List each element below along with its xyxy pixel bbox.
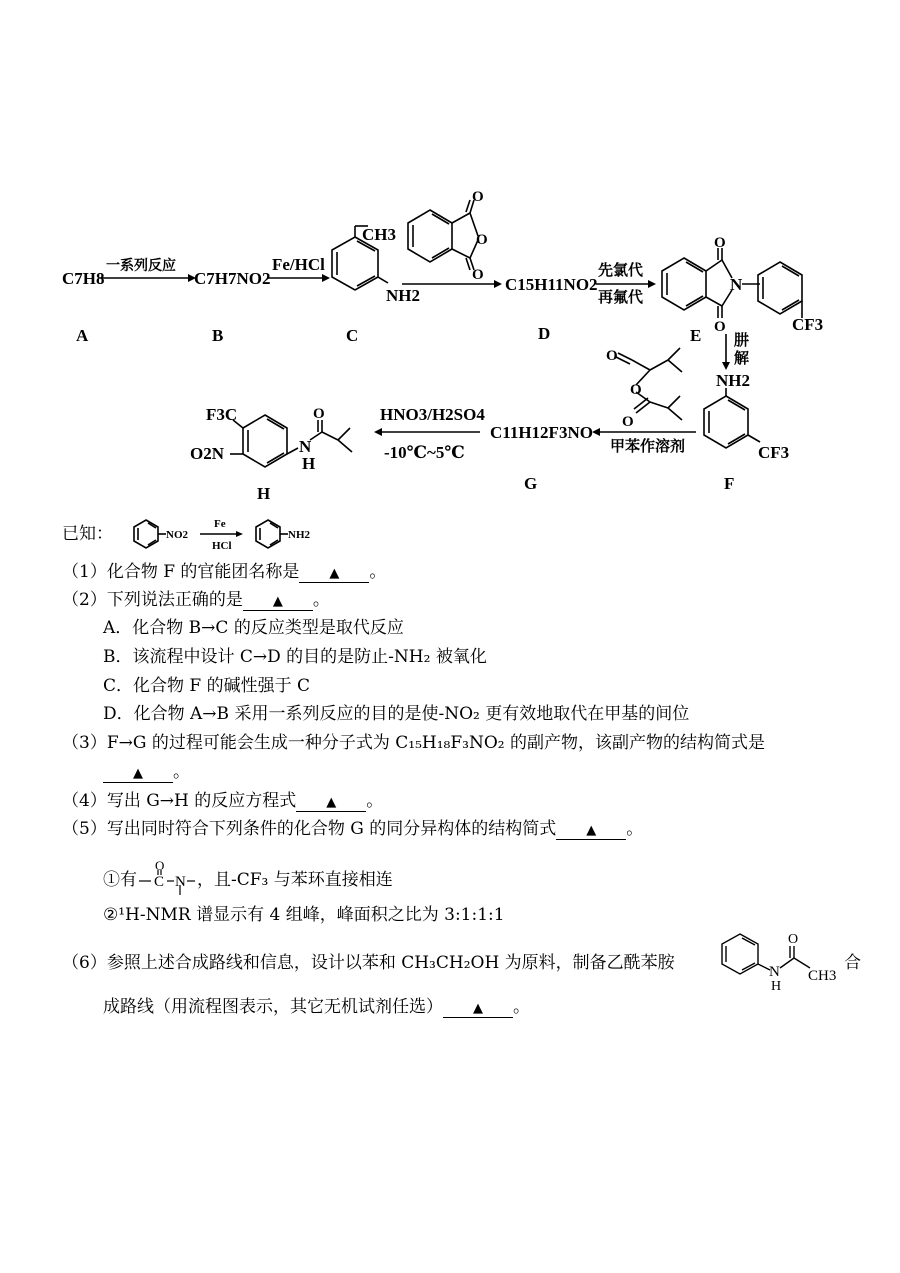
compound-h-label: H bbox=[257, 484, 271, 503]
triangle-marker: ▲ bbox=[272, 594, 283, 609]
compound-d-formula: C15H11NO2 bbox=[505, 275, 598, 294]
step-f-g-label: 甲苯作溶剂 bbox=[610, 439, 686, 455]
question-5 bbox=[62, 819, 643, 840]
step-g-h-label-2: -10℃~5℃ bbox=[384, 443, 465, 462]
compound-c-label: C bbox=[346, 326, 359, 345]
compound-e-cf3: CF3 bbox=[792, 315, 824, 334]
amide-fragment-o: O bbox=[155, 861, 165, 873]
triangle-marker: ▲ bbox=[586, 823, 597, 838]
answer-blank-6[interactable] bbox=[443, 999, 513, 1018]
option-d: D．化合物 A→B 采用一系列反应的目的是使-NO₂ 更有效地取代在甲基的间位 bbox=[103, 704, 690, 724]
question-4 bbox=[62, 791, 383, 812]
synthesis-scheme bbox=[0, 0, 900, 560]
question-4-text: （4）写出 G→H 的反应方程式 bbox=[62, 791, 297, 811]
answer-blank-3[interactable] bbox=[103, 764, 173, 783]
compound-f-cf3: CF3 bbox=[758, 443, 790, 462]
question-2-end: 。 bbox=[312, 590, 330, 610]
option-b: B．该流程中设计 C→D 的目的是防止-NH₂ 被氧化 bbox=[103, 647, 487, 667]
question-6-tail: 合 bbox=[844, 953, 861, 973]
compound-e-n: N bbox=[730, 275, 743, 294]
condition-1 bbox=[103, 861, 393, 897]
arrowhead-c-d bbox=[494, 280, 502, 288]
question-1-text: （1）化合物 F 的官能团名称是 bbox=[62, 562, 300, 582]
question-5-end: 。 bbox=[626, 819, 644, 839]
question-4-end: 。 bbox=[366, 791, 384, 811]
known-prefix: 已知： bbox=[62, 524, 113, 544]
acetanilide-h: H bbox=[771, 979, 782, 992]
question-1 bbox=[62, 562, 386, 583]
condition-1-post: ，且-CF₃ 与苯环直接相连 bbox=[197, 870, 393, 890]
question-2-text: （2）下列说法正确的是 bbox=[62, 590, 243, 610]
condition-2: ②¹H-NMR 谱显示有 4 组峰，峰面积之比为 3:1:1:1 bbox=[103, 905, 505, 925]
compound-b-formula: C7H7NO2 bbox=[194, 269, 271, 288]
question-6-line2-text: 成路线（用流程图表示，其它无机试剂任选） bbox=[103, 997, 443, 1017]
question-6: （6）参照上述合成路线和信息，设计以苯和 CH₃CH₂OH 为原料，制备乙酰苯胺 bbox=[62, 953, 675, 973]
arrowhead-e-f bbox=[722, 362, 730, 370]
benzene-ring-f bbox=[704, 396, 748, 448]
answer-blank-1[interactable] bbox=[299, 564, 369, 583]
compound-h-f3c: F3C bbox=[206, 405, 238, 424]
arrowhead-d-e bbox=[648, 280, 656, 288]
compound-g-formula: C11H12F3NO bbox=[490, 423, 593, 442]
condition-1-pre: ①有 bbox=[103, 870, 137, 890]
anhydride2-o-top: O bbox=[606, 348, 618, 364]
step-e-f-label-2: 解 bbox=[734, 351, 750, 367]
compound-f-nh2: NH2 bbox=[716, 371, 750, 390]
acetanilide-o: O bbox=[788, 932, 799, 947]
svg-text:C: C bbox=[154, 874, 165, 890]
anhydride-o-bottom: O bbox=[472, 267, 484, 283]
known-nh2: NH2 bbox=[288, 529, 310, 541]
step-d-e-label-2: 再氟代 bbox=[598, 290, 644, 306]
benzene-ring-e2 bbox=[758, 262, 802, 314]
compound-e-o-bottom: O bbox=[714, 319, 726, 335]
benzene-ring-e1 bbox=[662, 258, 706, 310]
answer-blank-2[interactable] bbox=[243, 592, 313, 611]
question-1-end: 。 bbox=[369, 562, 387, 582]
arrowhead-f-g bbox=[592, 428, 600, 436]
question-3: （3）F→G 的过程可能会生成一种分子式为 C₁₅H₁₈F₃NO₂ 的副产物，该副产物的结构简式是 bbox=[62, 733, 765, 753]
compound-a-label: A bbox=[76, 326, 89, 345]
question-3-end: 。 bbox=[173, 762, 190, 782]
anhydride-o-ring: O bbox=[476, 232, 488, 248]
question-6-end: 。 bbox=[513, 997, 530, 1017]
triangle-marker: ▲ bbox=[329, 566, 340, 581]
compound-h-o2n: O2N bbox=[190, 444, 224, 463]
step-e-f-label-1: 肼 bbox=[734, 333, 750, 349]
compound-h-n: N bbox=[299, 437, 312, 456]
compound-h-o: O bbox=[313, 406, 325, 422]
compound-b-label: B bbox=[212, 326, 224, 345]
benzene-ring-c bbox=[332, 237, 378, 290]
option-c: C．化合物 F 的碱性强于 C bbox=[103, 676, 311, 696]
acetanilide-n: N bbox=[769, 964, 780, 980]
compound-g-label: G bbox=[524, 474, 538, 493]
arrowhead-b-c bbox=[322, 274, 330, 282]
triangle-marker: ▲ bbox=[473, 1001, 483, 1016]
question-3-line2 bbox=[103, 762, 190, 783]
triangle-marker: ▲ bbox=[326, 795, 337, 810]
compound-f-label: F bbox=[724, 474, 735, 493]
compound-e-label: E bbox=[690, 326, 702, 345]
benzene-ring-anhydride bbox=[408, 210, 452, 262]
answer-blank-5[interactable] bbox=[556, 821, 626, 840]
step-d-e-label-1: 先氯代 bbox=[598, 263, 644, 279]
step-a-b-label: 一系列反应 bbox=[106, 259, 176, 274]
triangle-marker: ▲ bbox=[133, 766, 143, 781]
step-b-c-label: Fe/HCl bbox=[272, 255, 325, 274]
compound-e-o-top: O bbox=[714, 235, 726, 251]
known-reagent-top: Fe bbox=[214, 518, 226, 530]
question-6-line2 bbox=[103, 997, 530, 1018]
arrowhead-known bbox=[236, 531, 243, 537]
acetanilide-ch3: CH3 bbox=[808, 968, 837, 984]
compound-c-nh2: NH2 bbox=[386, 286, 420, 305]
benzene-ring-h bbox=[243, 415, 287, 467]
question-2 bbox=[62, 590, 330, 611]
question-5-text: （5）写出同时符合下列条件的化合物 G 的同分异构体的结构简式 bbox=[62, 819, 557, 839]
arrowhead-g-h bbox=[374, 428, 382, 436]
amide-fragment-n: N bbox=[175, 874, 186, 890]
compound-h-nh: H bbox=[302, 454, 316, 473]
anhydride2-o-bottom: O bbox=[622, 414, 634, 430]
known-reagent-bottom: HCl bbox=[212, 540, 232, 552]
compound-d-label: D bbox=[538, 324, 551, 343]
compound-c-ch3: CH3 bbox=[362, 225, 396, 244]
anhydride-o-top: O bbox=[472, 189, 484, 205]
amide-fragment bbox=[137, 861, 197, 897]
compound-a-formula: C7H8 bbox=[62, 269, 105, 288]
step-g-h-label-1: HNO3/H2SO4 bbox=[380, 405, 485, 424]
known-no2: NO2 bbox=[166, 529, 188, 541]
option-a: A．化合物 B→C 的反应类型是取代反应 bbox=[103, 618, 404, 638]
anhydride2-o-ring: O bbox=[630, 382, 642, 398]
acetanilide-structure bbox=[716, 928, 844, 992]
answer-blank-4[interactable] bbox=[296, 793, 366, 812]
